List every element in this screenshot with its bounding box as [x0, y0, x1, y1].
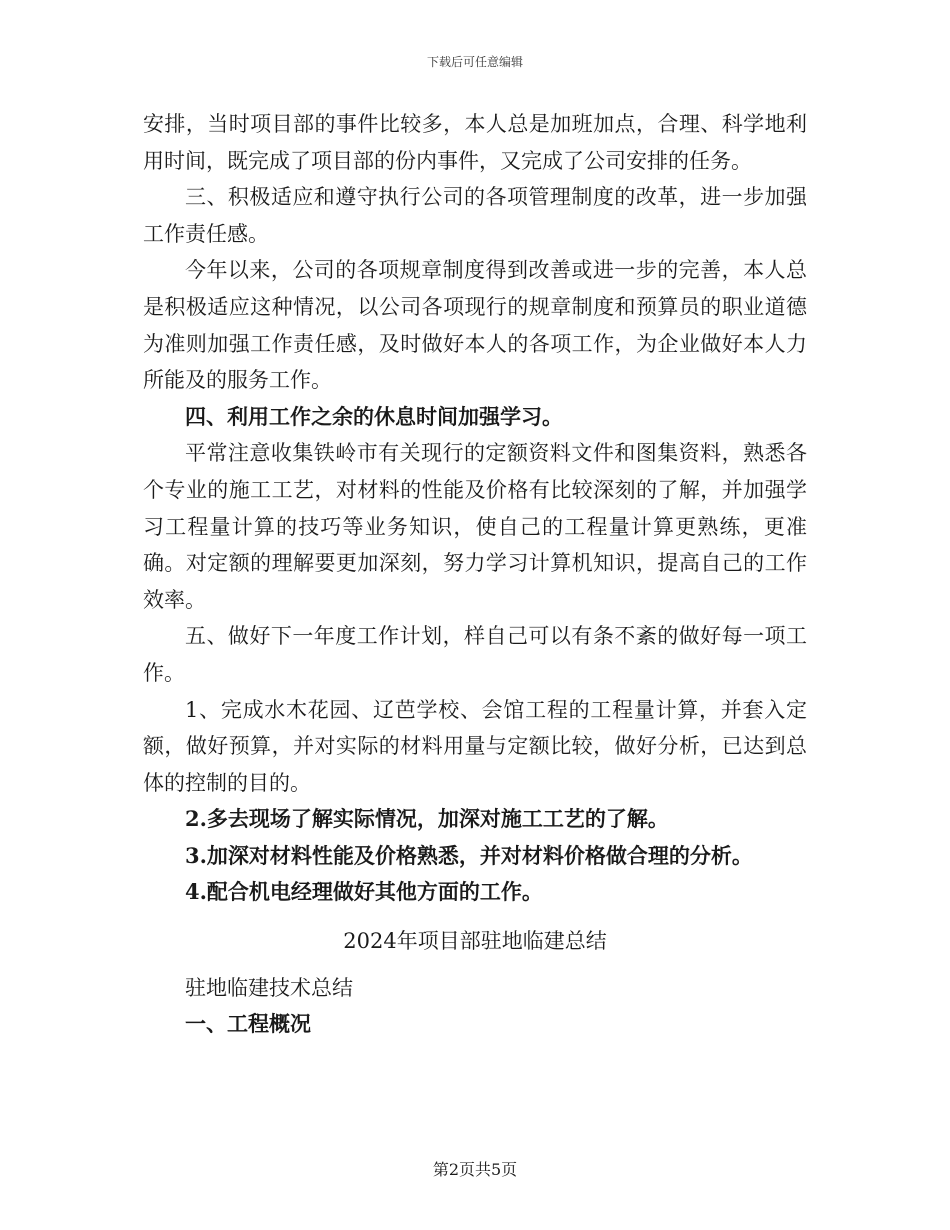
header-note: 下载后可任意编辑 [426, 55, 523, 69]
paragraph-plan-three: 3.加深对材料性能及价格熟悉，并对材料价格做合理的分析。 [185, 842, 753, 868]
paragraph-item-five: 五、做好下一年度工作计划，样自己可以有条不紊的做好每一项工作。 [143, 624, 807, 685]
heading-project-overview: 一、工程概况 [185, 1011, 311, 1037]
document-body [143, 106, 807, 1043]
section-title: 2024年项目部驻地临建总结 [343, 929, 607, 954]
paragraph-item-three: 三、积极适应和遵守执行公司的各项管理制度的改革，进一步加强工作责任感。 [143, 185, 807, 246]
paragraph-continuation: 安排，当时项目部的事件比较多，本人总是加班加点，合理、科学地利用时间，既完成了项目部的份内事件，又完成了公司安排的任务。 [143, 112, 807, 173]
page-number: 第2页共5页 [432, 1160, 518, 1179]
subtitle: 驻地临建技术总结 [185, 975, 353, 1000]
paragraph-plan-two: 2.多去现场了解实际情况，加深对施工工艺的了解。 [185, 806, 669, 832]
paragraph-plan-one: 1、完成水木花园、辽芭学校、会馆工程的工程量计算，并套入定额，做好预算，并对实际的材料用量与定额比较，做好分析，已达到总体的控制的目的。 [143, 697, 807, 795]
paragraph-plan-four: 4.配合机电经理做好其他方面的工作。 [185, 879, 543, 905]
heading-item-four: 四、利用工作之余的休息时间加强学习。 [185, 403, 563, 429]
paragraph-regulations: 今年以来，公司的各项规章制度得到改善或进一步的完善，本人总是积极适应这种情况，以公司各项现行的规章制度和预算员的职业道德为准则加强工作责任感，及时做好本人的各项工作，为企业做好本人力所能及的服务工作。 [143, 258, 807, 393]
paragraph-study: 平常注意收集铁岭市有关现行的定额资料文件和图集资料，熟悉各个专业的施工工艺，对材料的性能及价格有比较深刻的了解，并加强学习工程量计算的技巧等业务知识，使自己的工程量计算更熟练，更准确。对定额的理解要更加深刻，努力学习计算机知识，提高自己的工作效率。 [143, 441, 807, 612]
